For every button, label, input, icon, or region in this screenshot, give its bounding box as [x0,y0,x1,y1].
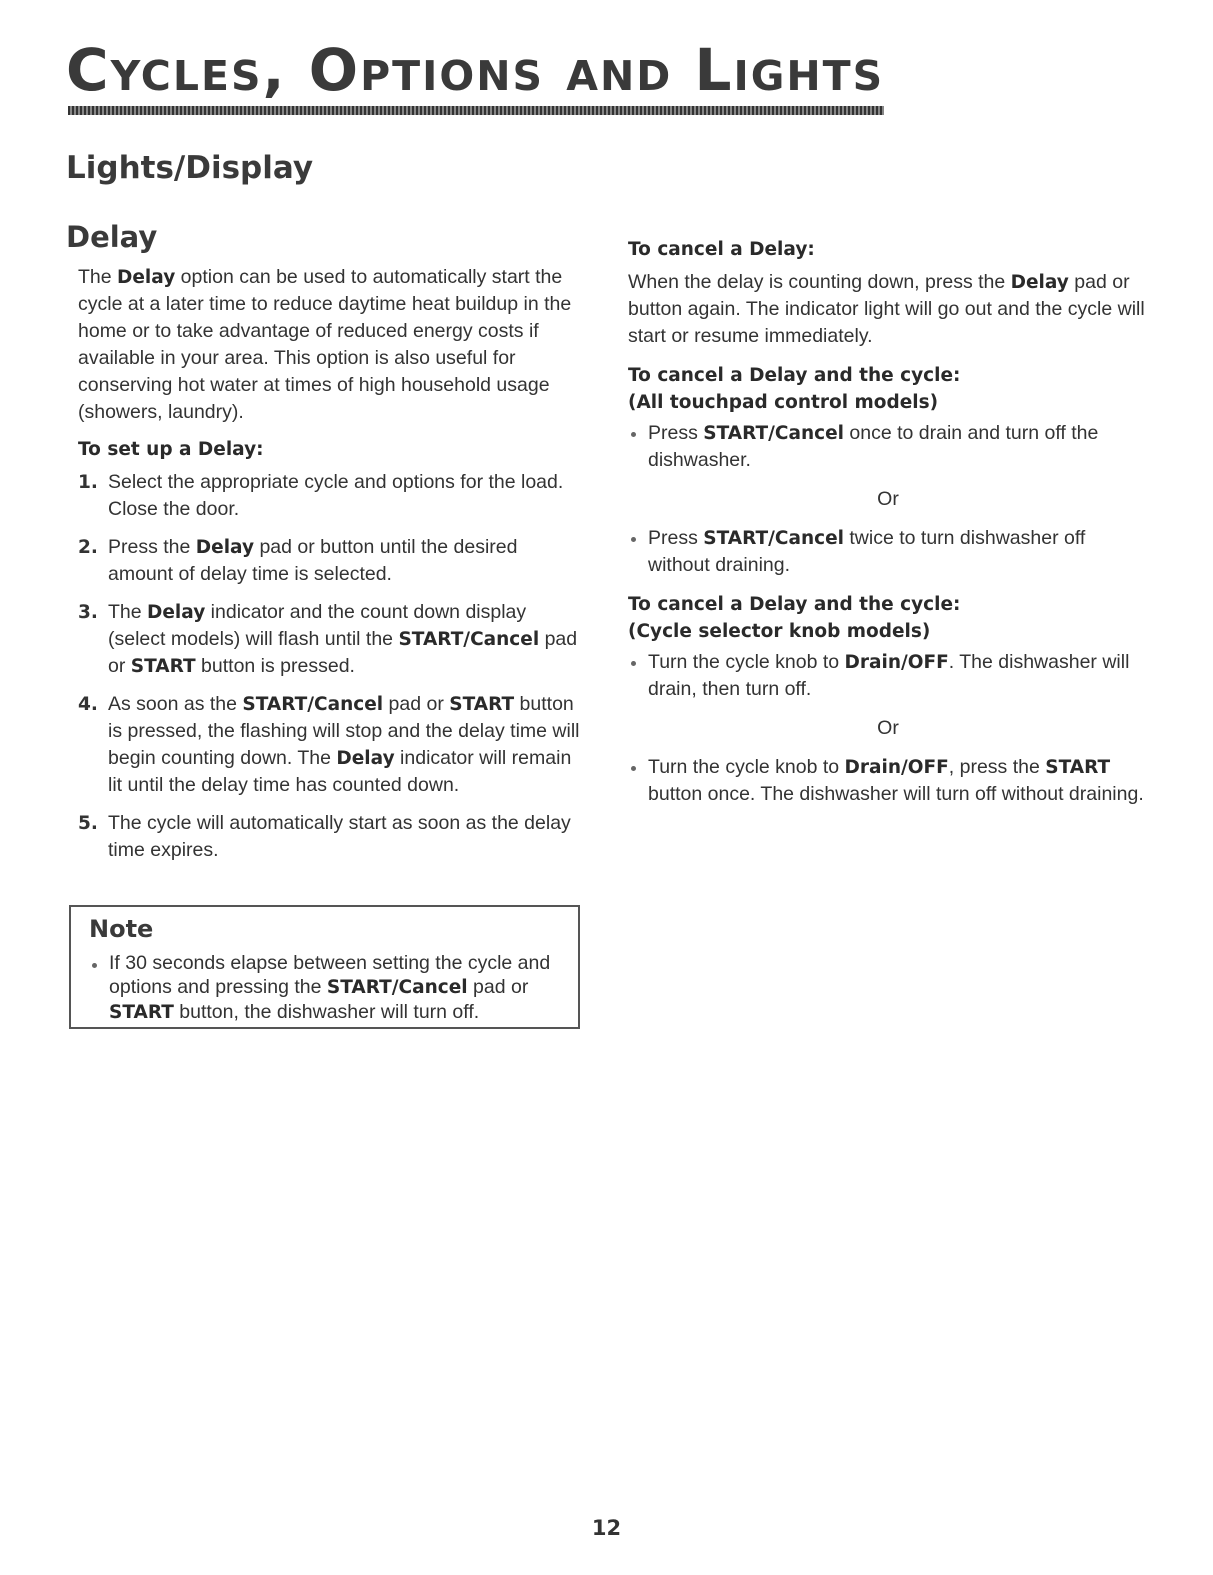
cancel-text: When the delay is counting down, press the Delay pad or button again. The indicator light will go out and the cycle will start or resume immediately. [628,271,1145,347]
list-item: 5. The cycle will automatically start as soon as the delay time expires. [78,812,571,861]
cancel-knob-list [628,649,1148,703]
note-list [89,951,574,1025]
cancel-touchpad-heading: To cancel a Delay and the cycle: [628,365,961,386]
cancel-heading: To cancel a Delay: [628,239,815,260]
list-item: If 30 seconds elapse between setting the cycle and options and pressing the START/Cancel pad or START button, the dishwasher will turn off. [89,951,574,1025]
list-item: 4. As soon as the START/Cancel pad or START button is pressed, the flashing will stop and the delay time will begin counting down. The Delay indicator will remain lit until the delay time has counted down. [78,693,580,796]
cancel-knob-list-2 [628,754,1148,808]
left-column [78,264,583,875]
page-number: 12 [591,1516,622,1540]
delay-intro: The Delay option can be used to automatically start the cycle at a later time to reduce daytime heat buildup in the home or to take advantage of reduced energy costs if available in your area. This option is also useful for conserving hot water at times of high household usage (showers, laundry). [78,266,572,423]
list-item: Turn the cycle knob to Drain/OFF, press the START button once. The dishwasher will turn off without draining. [628,754,1148,808]
title-underline [68,106,884,115]
list-item: 3. The Delay indicator and the count down display (select models) will flash until the START/Cancel pad or START button is pressed. [78,601,578,677]
delay-title: Delay [66,220,158,254]
setup-heading: To set up a Delay: [78,439,264,460]
or-separator: Or [877,488,899,510]
list-item: 1. Select the appropriate cycle and options for the load. Close the door. [78,471,564,520]
cancel-touchpad-subheading: (All touchpad control models) [628,392,939,413]
list-item: Press START/Cancel twice to turn dishwasher off without draining. [628,525,1148,579]
right-column [628,236,1148,808]
cancel-knob-heading: To cancel a Delay and the cycle: [628,594,961,615]
list-item: Press START/Cancel once to drain and turn off the dishwasher. [628,420,1148,474]
page-title: Cycles, Options and Lights [66,36,885,104]
section-title: Lights/Display [66,150,314,186]
list-item: Turn the cycle knob to Drain/OFF. The dishwasher will drain, then turn off. [628,649,1148,703]
cancel-knob-subheading: (Cycle selector knob models) [628,621,931,642]
cancel-touchpad-list-2 [628,525,1148,579]
note-box [69,905,580,1029]
list-item: 2. Press the Delay pad or button until the desired amount of delay time is selected. [78,536,518,585]
or-separator: Or [877,717,899,739]
setup-steps [78,469,583,864]
cancel-touchpad-list [628,420,1148,474]
note-title: Note [89,915,154,943]
